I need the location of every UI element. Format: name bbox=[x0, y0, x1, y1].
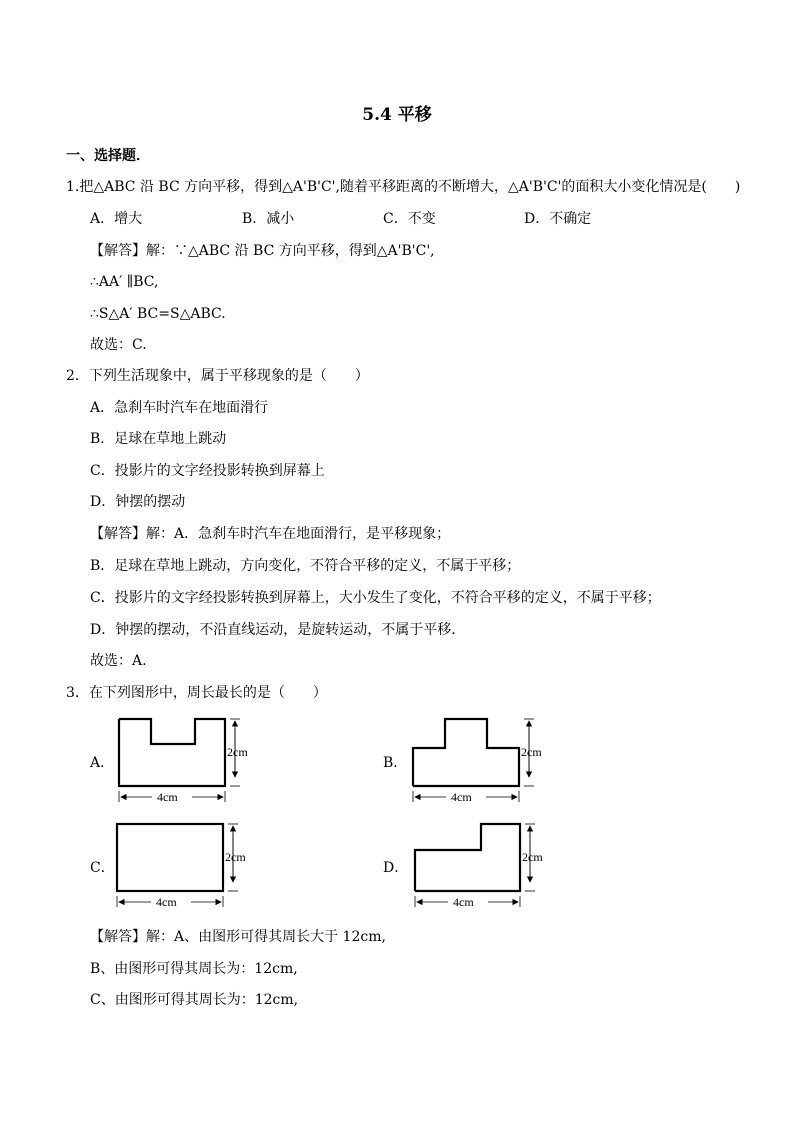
figure-d-width-label: 4cm bbox=[453, 895, 474, 909]
figure-a-height-label: 2cm bbox=[227, 745, 248, 759]
q1-option-a: A．增大 bbox=[90, 211, 143, 227]
question-2-stem: 2．下列生活现象中，属于平移现象的是（ ） bbox=[66, 368, 369, 384]
q2-option-a: A．急刹车时汽车在地面滑行 bbox=[90, 400, 269, 416]
section-heading: 一、选择题． bbox=[66, 148, 150, 164]
figure-d-height-label: 2cm bbox=[522, 850, 543, 864]
page-title: 5.4 平移 bbox=[362, 105, 432, 125]
q3-figure-d-label: D． bbox=[383, 860, 409, 876]
figure-c-width-label: 4cm bbox=[156, 895, 177, 909]
q3-answer-line: 【解答】解：A、由图形可得其周长大于 12cm, bbox=[90, 929, 386, 945]
figure-a-shape bbox=[119, 719, 225, 786]
q2-option-c: C．投影片的文字经投影转换到屏幕上 bbox=[90, 463, 325, 479]
q1-option-c: C．不变 bbox=[383, 211, 436, 227]
q1-answer-line: ∴AA′ ∥BC, bbox=[90, 274, 159, 290]
q1-answer-line: ∴S△A′ BC=S△ABC. bbox=[90, 306, 226, 322]
q2-answer-line: C．投影片的文字经投影转换到屏幕上，大小发生了变化，不符合平移的定义，不属于平移； bbox=[90, 590, 661, 606]
figure-b-height-label: 2cm bbox=[521, 745, 542, 759]
q3-figure-b-label: B． bbox=[383, 755, 408, 771]
q2-answer-line: D．钟摆的摆动，不沿直线运动，是旋转运动，不属于平移． bbox=[90, 622, 466, 638]
q1-answer-line: 故选：C. bbox=[90, 337, 147, 353]
q2-answer-line: 故选：A. bbox=[90, 653, 147, 669]
figure-c-diagram bbox=[111, 817, 261, 913]
q2-option-d: D．钟摆的摆动 bbox=[90, 494, 186, 510]
q2-answer-line: B．足球在草地上跳动，方向变化，不符合平移的定义，不属于平移； bbox=[90, 558, 521, 574]
figure-a-width-label: 4cm bbox=[157, 790, 178, 804]
q3-figure-c-label: C． bbox=[90, 860, 115, 876]
q2-answer-line: 【解答】解：A．急刹车时汽车在地面滑行，是平移现象； bbox=[90, 526, 451, 542]
q1-option-b: B．减小 bbox=[242, 211, 295, 227]
q1-option-d: D．不确定 bbox=[524, 211, 592, 227]
q3-answer-line: C、由图形可得其周长为：12cm, bbox=[90, 992, 299, 1008]
figure-c-shape bbox=[117, 824, 223, 891]
question-1-stem: 1.把△ABC 沿 BC 方向平移，得到△A'B'C',随着平移距离的不断增大，△A'B'C'的面积大小变化情况是( ) bbox=[66, 179, 741, 195]
figure-d-diagram bbox=[408, 817, 558, 913]
figure-b-diagram bbox=[406, 712, 556, 808]
figure-d-shape bbox=[415, 824, 520, 891]
figure-a-diagram bbox=[112, 712, 262, 808]
q2-option-b: B．足球在草地上跳动 bbox=[90, 431, 227, 447]
figure-b-shape bbox=[413, 719, 519, 786]
question-3-stem: 3．在下列图形中，周长最长的是（ ） bbox=[66, 685, 327, 701]
q3-figure-a-label: A． bbox=[90, 755, 115, 771]
q3-answer-line: B、由图形可得其周长为：12cm, bbox=[90, 961, 298, 977]
q1-answer-line: 【解答】解：∵△ABC 沿 BC 方向平移，得到△A'B'C', bbox=[90, 243, 435, 259]
figure-b-width-label: 4cm bbox=[451, 790, 472, 804]
figure-c-height-label: 2cm bbox=[225, 850, 246, 864]
